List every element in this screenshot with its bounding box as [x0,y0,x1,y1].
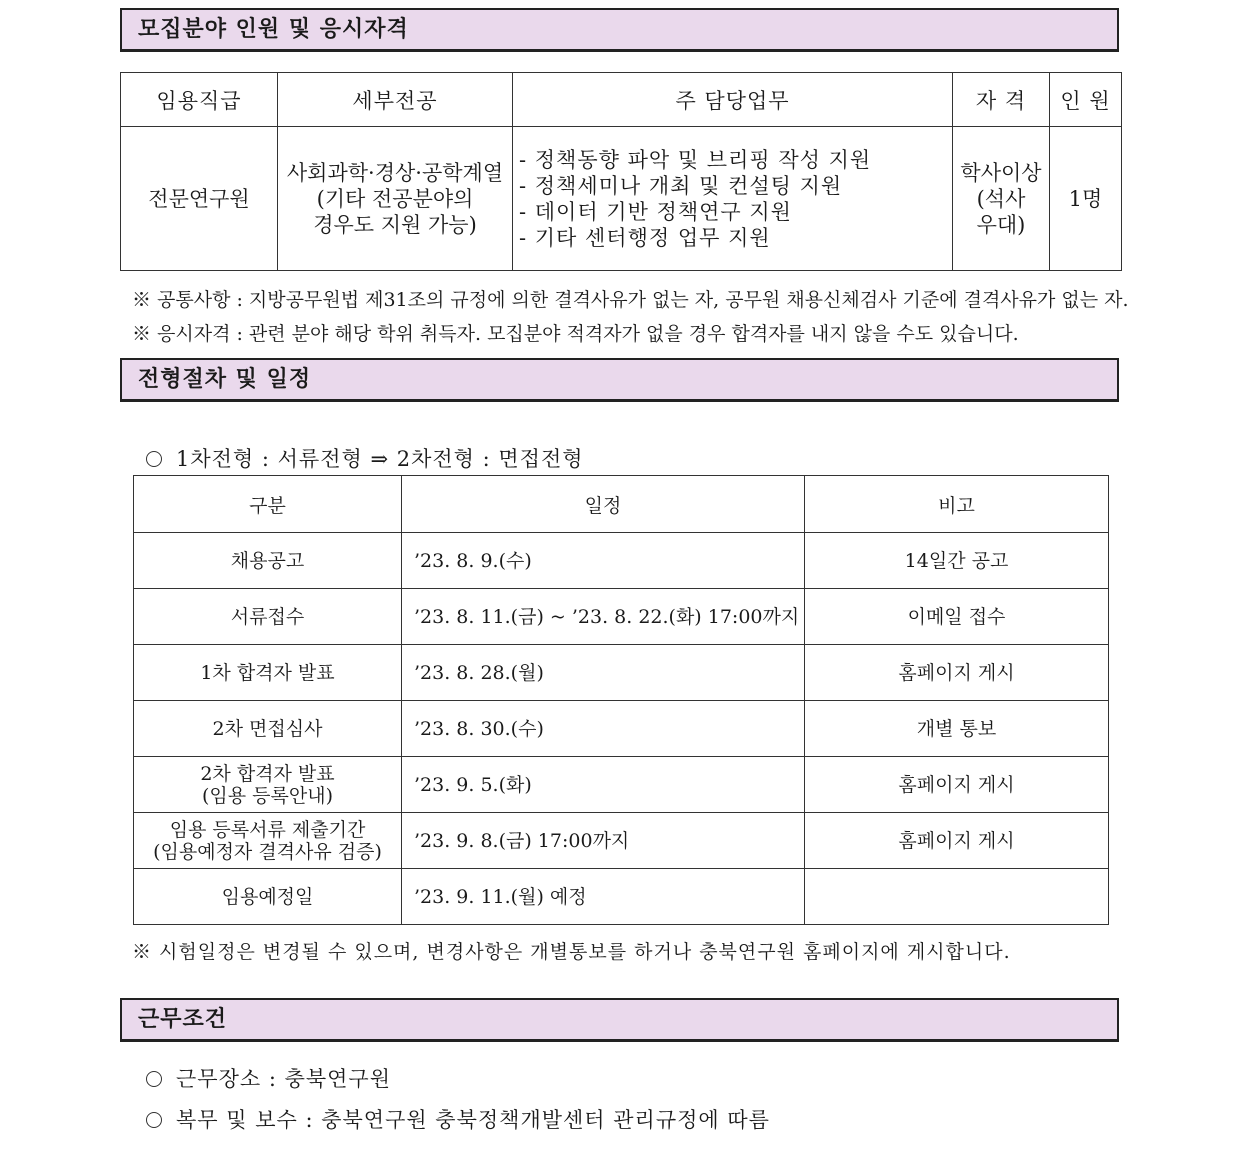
schedule-footnote: ※ 시험일정은 변경될 수 있으며, 변경사항은 개별통보를 하거나 충북연구원 홈페이지에 게시합니다. [132,941,1011,963]
header-category: 구분 [134,476,402,533]
header-count: 인 원 [1050,73,1122,127]
cell-remark: 홈페이지 게시 [805,645,1109,701]
cell-date: ’23. 8. 9.(수) [402,533,805,589]
cell-count: 1명 [1050,127,1122,271]
cell-remark: 홈페이지 게시 [805,813,1109,869]
table-row [134,645,1109,701]
header-rank: 임용직급 [121,73,278,127]
table-row [134,813,1109,869]
cell-date: ’23. 8. 30.(수) [402,701,805,757]
table-header-row [121,73,1122,127]
cell-category: 채용공고 [134,533,402,589]
cell-category: 2차 면접심사 [134,701,402,757]
schedule-table [133,475,1109,925]
cell-category: 임용 등록서류 제출기간 (임용예정자 결격사유 검증) [134,813,402,869]
condition-item: 근무장소 : 충북연구원 [146,1063,391,1093]
duty-item: - 정책세미나 개최 및 컨설팅 지원 [519,173,843,198]
note-eligibility: ※ 응시자격 : 관련 분야 해당 학위 취득자. 모집분야 적격자가 없을 경우 합격자를 내지 않을 수도 있습니다. [132,323,1019,345]
cell-date: ’23. 9. 8.(금) 17:00까지 [402,813,805,869]
cell-qualification: 학사이상 (석사 우대) [953,127,1050,271]
cell-date: ’23. 9. 5.(화) [402,757,805,813]
cell-rank: 전문연구원 [121,127,278,271]
duty-item: - 데이터 기반 정책연구 지원 [519,199,792,224]
cell-duties [513,127,953,271]
condition-item: 복무 및 보수 : 충북연구원 충북정책개발센터 관리규정에 따름 [146,1104,770,1134]
cell-remark: 홈페이지 게시 [805,757,1109,813]
cell-major: 사회과학·경상·공학계열 (기타 전공분야의 경우도 지원 가능) [278,127,513,271]
circle-bullet-icon [146,1071,162,1087]
cell-remark: 이메일 접수 [805,589,1109,645]
header-date: 일정 [402,476,805,533]
cell-date: ’23. 8. 28.(월) [402,645,805,701]
header-major: 세부전공 [278,73,513,127]
cell-category: 1차 합격자 발표 [134,645,402,701]
table-row [134,757,1109,813]
table-row [134,869,1109,925]
cell-category: 2차 합격자 발표 (임용 등록안내) [134,757,402,813]
section-header-conditions: 근무조건 [120,998,1119,1042]
cell-remark: 개별 통보 [805,701,1109,757]
section-header-recruitment: 모집분야 인원 및 응시자격 [120,8,1119,52]
recruitment-table [120,72,1122,271]
cell-remark: 14일간 공고 [805,533,1109,589]
cell-category: 임용예정일 [134,869,402,925]
process-line: 1차전형 : 서류전형 ⇒ 2차전형 : 면접전형 [146,443,584,473]
cell-remark [805,869,1109,925]
section-header-schedule: 전형절차 및 일정 [120,358,1119,402]
header-qualification: 자 격 [953,73,1050,127]
table-row [121,127,1122,271]
cell-date: ’23. 8. 11.(금) ~ ’23. 8. 22.(화) 17:00까지 [402,589,805,645]
table-row [134,589,1109,645]
duty-item: - 정책동향 파악 및 브리핑 작성 지원 [519,147,872,172]
circle-bullet-icon [146,1112,162,1128]
circle-bullet-icon [146,451,162,467]
table-row [134,701,1109,757]
cell-category: 서류접수 [134,589,402,645]
table-row [134,533,1109,589]
table-header-row [134,476,1109,533]
header-duties: 주 담당업무 [513,73,953,127]
header-remark: 비고 [805,476,1109,533]
cell-date: ’23. 9. 11.(월) 예정 [402,869,805,925]
note-common: ※ 공통사항 : 지방공무원법 제31조의 규정에 의한 결격사유가 없는 자, 공무원 채용신체검사 기준에 결격사유가 없는 자. [132,289,1129,311]
duty-item: - 기타 센터행정 업무 지원 [519,225,771,250]
